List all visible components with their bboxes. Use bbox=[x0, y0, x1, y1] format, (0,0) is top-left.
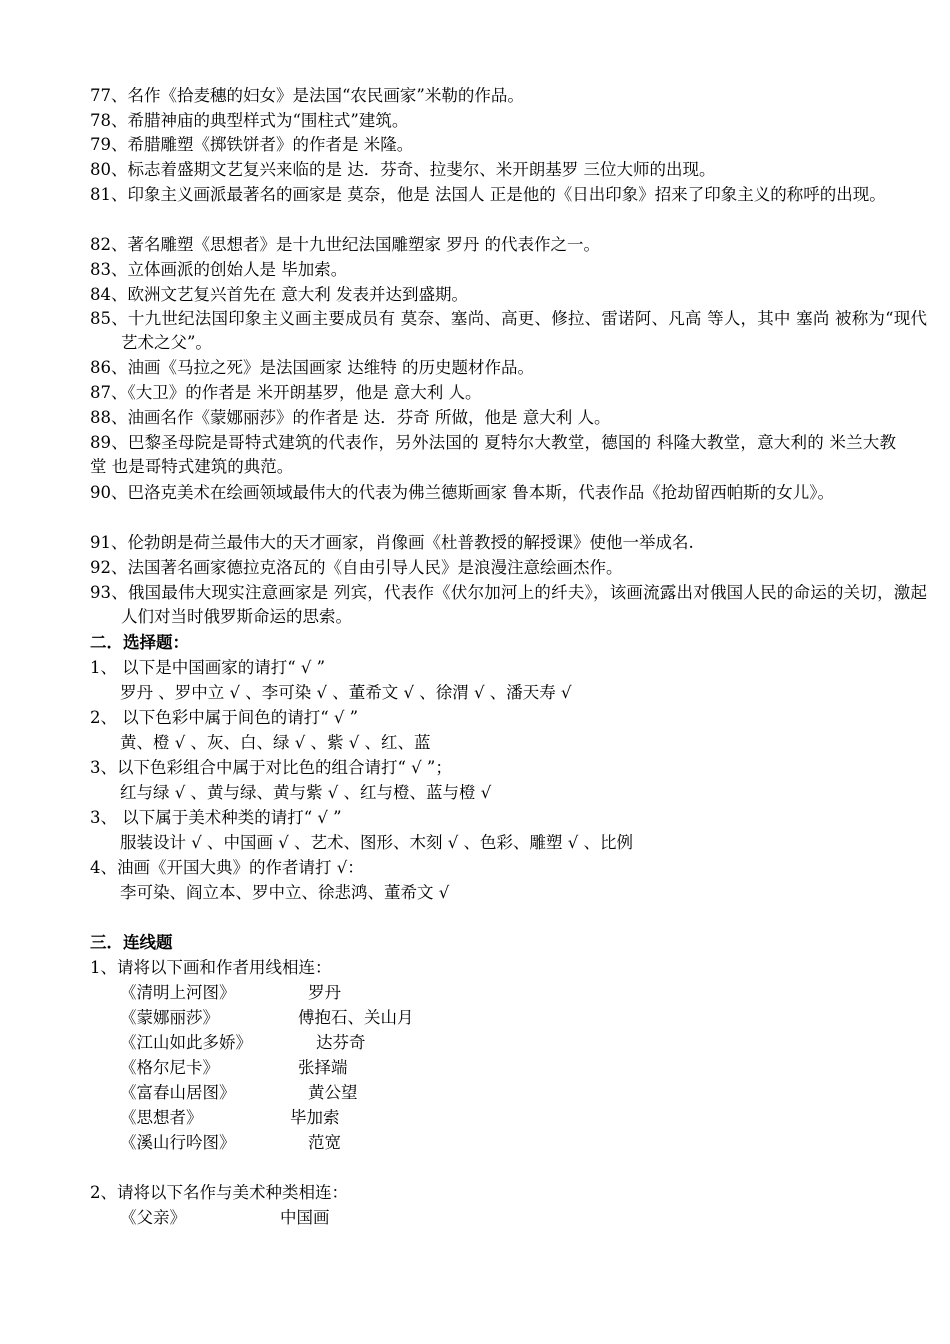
fill-item-79: 79、希腊雕塑《掷铁饼者》的作者是 米隆。 bbox=[90, 135, 414, 154]
matching-work: 《蒙娜丽莎》 bbox=[120, 1008, 219, 1027]
matching-author: 罗丹 bbox=[308, 983, 341, 1002]
matching-author: 范宽 bbox=[308, 1133, 341, 1152]
choice-answer-1: 罗丹 、罗中立 √ 、李可染 √ 、董希文 √ 、徐渭 √ 、潘天寿 √ bbox=[120, 683, 572, 702]
fill-item-92: 92、法国著名画家德拉克洛瓦的《自由引导人民》是浪漫注意绘画杰作。 bbox=[90, 558, 623, 577]
choice-answer-4: 服装设计 √ 、中国画 √ 、艺术、图形、木刻 √ 、色彩、雕塑 √ 、比例 bbox=[120, 833, 634, 852]
section-heading-choice: 二．选择题： bbox=[90, 633, 189, 652]
matching-work: 《父亲》 bbox=[120, 1208, 186, 1227]
fill-item-82: 82、著名雕塑《思想者》是十九世纪法国雕塑家 罗丹 的代表作之一。 bbox=[90, 235, 600, 254]
choice-question-1: 1、 以下是中国画家的请打“ √ ” bbox=[90, 658, 326, 677]
matching-work: 《溪山行吟图》 bbox=[120, 1133, 236, 1152]
matching-author: 傅抱石、关山月 bbox=[298, 1008, 414, 1027]
section-heading-matching: 三．连线题 bbox=[90, 933, 173, 952]
fill-item-86: 86、油画《马拉之死》是法国画家 达维特 的历史题材作品。 bbox=[90, 358, 534, 377]
fill-item-80: 80、标志着盛期文艺复兴来临的是 达．芬奇、拉斐尔、米开朗基罗 三位大师的出现。 bbox=[90, 160, 716, 179]
choice-question-5: 4、油画《开国大典》的作者请打 √： bbox=[90, 858, 364, 877]
matching-work: 《江山如此多娇》 bbox=[120, 1033, 252, 1052]
matching-work: 《富春山居图》 bbox=[120, 1083, 236, 1102]
choice-question-3: 3、以下色彩组合中属于对比色的组合请打“ √ ”； bbox=[90, 758, 452, 777]
choice-answer-5: 李可染、阎立本、罗中立、徐悲鸿、董希文 √ bbox=[120, 883, 450, 902]
fill-item-90: 90、巴洛克美术在绘画领域最伟大的代表为佛兰德斯画家 鲁本斯，代表作品《抢劫留西帕斯的女儿》。 bbox=[90, 483, 834, 502]
choice-question-4: 3、 以下属于美术种类的请打“ √ ” bbox=[90, 808, 342, 827]
choice-answer-3: 红与绿 √ 、黄与绿、黄与紫 √ 、红与橙、蓝与橙 √ bbox=[120, 783, 492, 802]
fill-item-89: 89、巴黎圣母院是哥特式建筑的代表作，另外法国的 夏特尔大教堂，德国的 科隆大教堂，意大利的 米兰大教堂 也是哥特式建筑的典范。 bbox=[90, 433, 896, 476]
matching-work: 《清明上河图》 bbox=[120, 983, 236, 1002]
matching-question-1: 1、请将以下画和作者用线相连： bbox=[90, 958, 332, 977]
fill-item-84: 84、欧洲文艺复兴首先在 意大利 发表并达到盛期。 bbox=[90, 285, 468, 304]
fill-item-87: 87、《大卫》的作者是 米开朗基罗，他是 意大利 人。 bbox=[90, 383, 482, 402]
choice-answer-2: 黄、橙 √ 、灰、白、绿 √ 、紫 √ 、红、蓝 bbox=[120, 733, 431, 752]
fill-item-83: 83、立体画派的创始人是 毕加索。 bbox=[90, 260, 348, 279]
fill-item-88: 88、油画名作《蒙娜丽莎》的作者是 达．芬奇 所做，他是 意大利 人。 bbox=[90, 408, 611, 427]
choice-question-2: 2、 以下色彩中属于间色的请打“ √ ” bbox=[90, 708, 359, 727]
fill-item-85: 85、十九世纪法国印象主义画主要成员有 莫奈、塞尚、高更、修拉、雷诺阿、凡高 等人，其中 塞尚 被称为“现代艺术之父”。 bbox=[90, 309, 927, 352]
matching-question-2: 2、请将以下名作与美术种类相连： bbox=[90, 1183, 348, 1202]
matching-author: 达芬奇 bbox=[316, 1033, 366, 1052]
fill-item-81: 81、印象主义画派最著名的画家是 莫奈，他是 法国人 正是他的《日出印象》招来了印象主义的称呼的出现。 bbox=[90, 185, 886, 204]
fill-item-78: 78、希腊神庙的典型样式为“围柱式”建筑。 bbox=[90, 111, 409, 130]
matching-work: 《格尔尼卡》 bbox=[120, 1058, 219, 1077]
fill-item-77: 77、名作《拾麦穗的妇女》是法国“农民画家”米勒的作品。 bbox=[90, 86, 524, 105]
fill-item-93: 93、俄国最伟大现实注意画家是 列宾，代表作《伏尔加河上的纤夫》，该画流露出对俄国人民的命运的关切，激起人们对当时俄罗斯命运的思索。 bbox=[90, 583, 927, 626]
fill-item-91: 91、伦勃朗是荷兰最伟大的天才画家，肖像画《杜普教授的解授课》使他一举成名. bbox=[90, 533, 694, 552]
matching-kind: 中国画 bbox=[280, 1208, 330, 1227]
matching-work: 《思想者》 bbox=[120, 1108, 203, 1127]
matching-author: 毕加索 bbox=[290, 1108, 340, 1127]
matching-author: 黄公望 bbox=[308, 1083, 358, 1102]
matching-author: 张择端 bbox=[298, 1058, 348, 1077]
